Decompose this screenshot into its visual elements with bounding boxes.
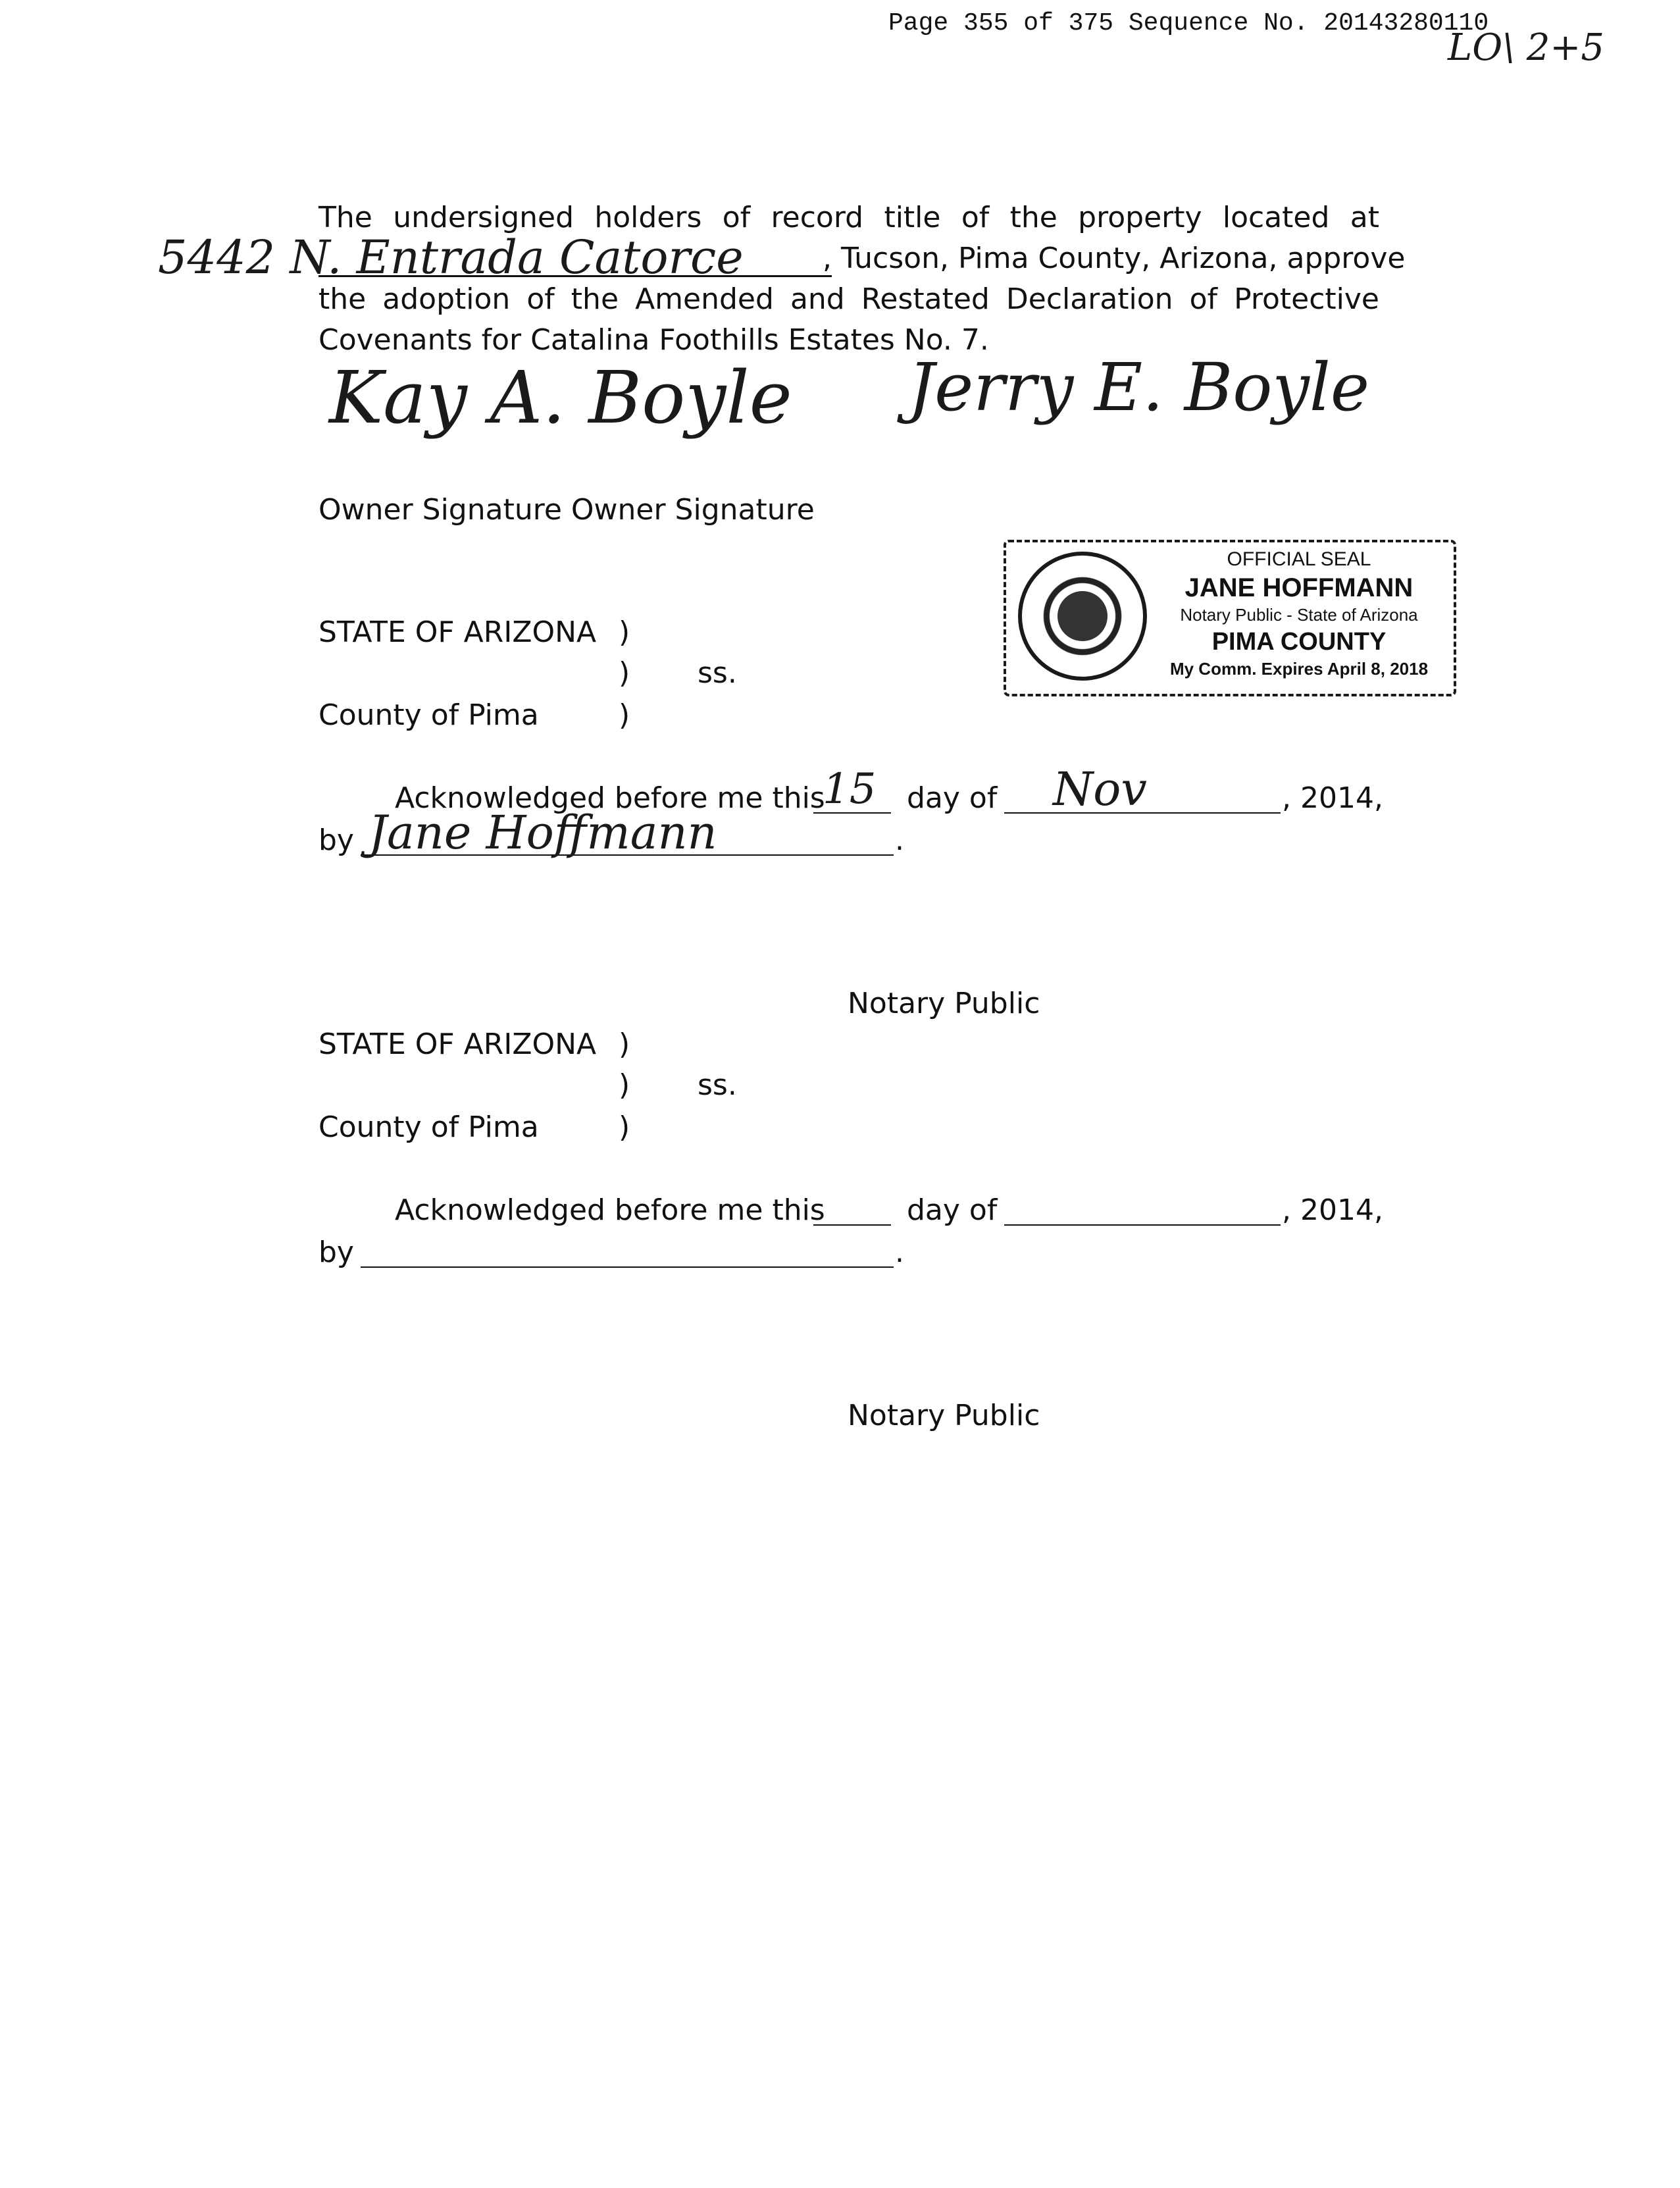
seal-commission-expiry: My Comm. Expires April 8, 2018 [1169,659,1429,679]
handwritten-corner-mark: LO\ 2+5 [1448,26,1604,69]
approval-line-2: , Tucson, Pima County, Arizona, approve [823,242,1406,275]
ack1-notary-public-label: Notary Public [848,987,1040,1020]
ack1-by: by [318,823,354,857]
official-notary-seal [1004,540,1456,696]
approval-line-1: The undersigned holders of record title of the property located at [318,201,1379,234]
ack2-by-line [361,1266,894,1268]
ack1-period: . [895,823,904,857]
ack1-year: , 2014, [1282,781,1383,815]
ack2-notary-public-label: Notary Public [848,1399,1040,1432]
owner-signature-label: Owner Signature Owner Signature [318,493,815,527]
ack1-day-of: day of [907,781,998,815]
owner-signature-2: Jerry E. Boyle [908,349,1370,426]
approval-line-4: Covenants for Catalina Foothills Estates No. 7. [318,323,989,357]
seal-title: OFFICIAL SEAL [1227,548,1371,570]
address-underline [318,275,832,277]
handwritten-address: 5442 N. Entrada Catorce [158,230,744,284]
ack2-paren-1: ) [619,1028,630,1061]
owner-signature-1: Kay A. Boyle [329,355,792,440]
seal-notary-name: JANE HOFFMANN [1184,573,1413,602]
ack2-paren-2: ) [619,1068,630,1102]
ack1-paren-3: ) [619,698,630,732]
ack1-month-handwritten: Nov [1053,762,1147,816]
ack2-month-line [1004,1224,1281,1226]
ack1-text-before-day: Acknowledged before me this [395,781,825,815]
ack2-ss: ss. [698,1068,737,1102]
ack1-county: County of Pima [318,698,539,732]
ack2-day-line [813,1224,891,1226]
ack2-year: , 2014, [1282,1193,1383,1227]
ack1-state: STATE OF ARIZONA [318,615,597,649]
ack2-state: STATE OF ARIZONA [318,1028,597,1061]
ack1-notary-signature: Jane Hoffmann [369,806,717,860]
seal-county: PIMA COUNTY [1211,628,1387,656]
ack2-by: by [318,1236,354,1269]
ack2-text-before-day: Acknowledged before me this [395,1193,825,1227]
seal-notary-state: Notary Public - State of Arizona [1180,605,1418,625]
ack2-county: County of Pima [318,1110,539,1144]
ack2-paren-3: ) [619,1110,630,1144]
ack2-period: . [895,1236,904,1269]
ack1-paren-2: ) [619,656,630,690]
ack1-paren-1: ) [619,615,630,649]
ack2-day-of: day of [907,1193,998,1227]
state-seal-emblem-icon [1018,552,1147,681]
page-sequence-header: Page 355 of 375 Sequence No. 20143280110 [888,9,1489,38]
ack1-day-handwritten: 15 [823,765,877,814]
approval-line-3: the adoption of the Amended and Restated Declaration of Protective [318,282,1379,316]
ack1-ss: ss. [698,656,737,690]
